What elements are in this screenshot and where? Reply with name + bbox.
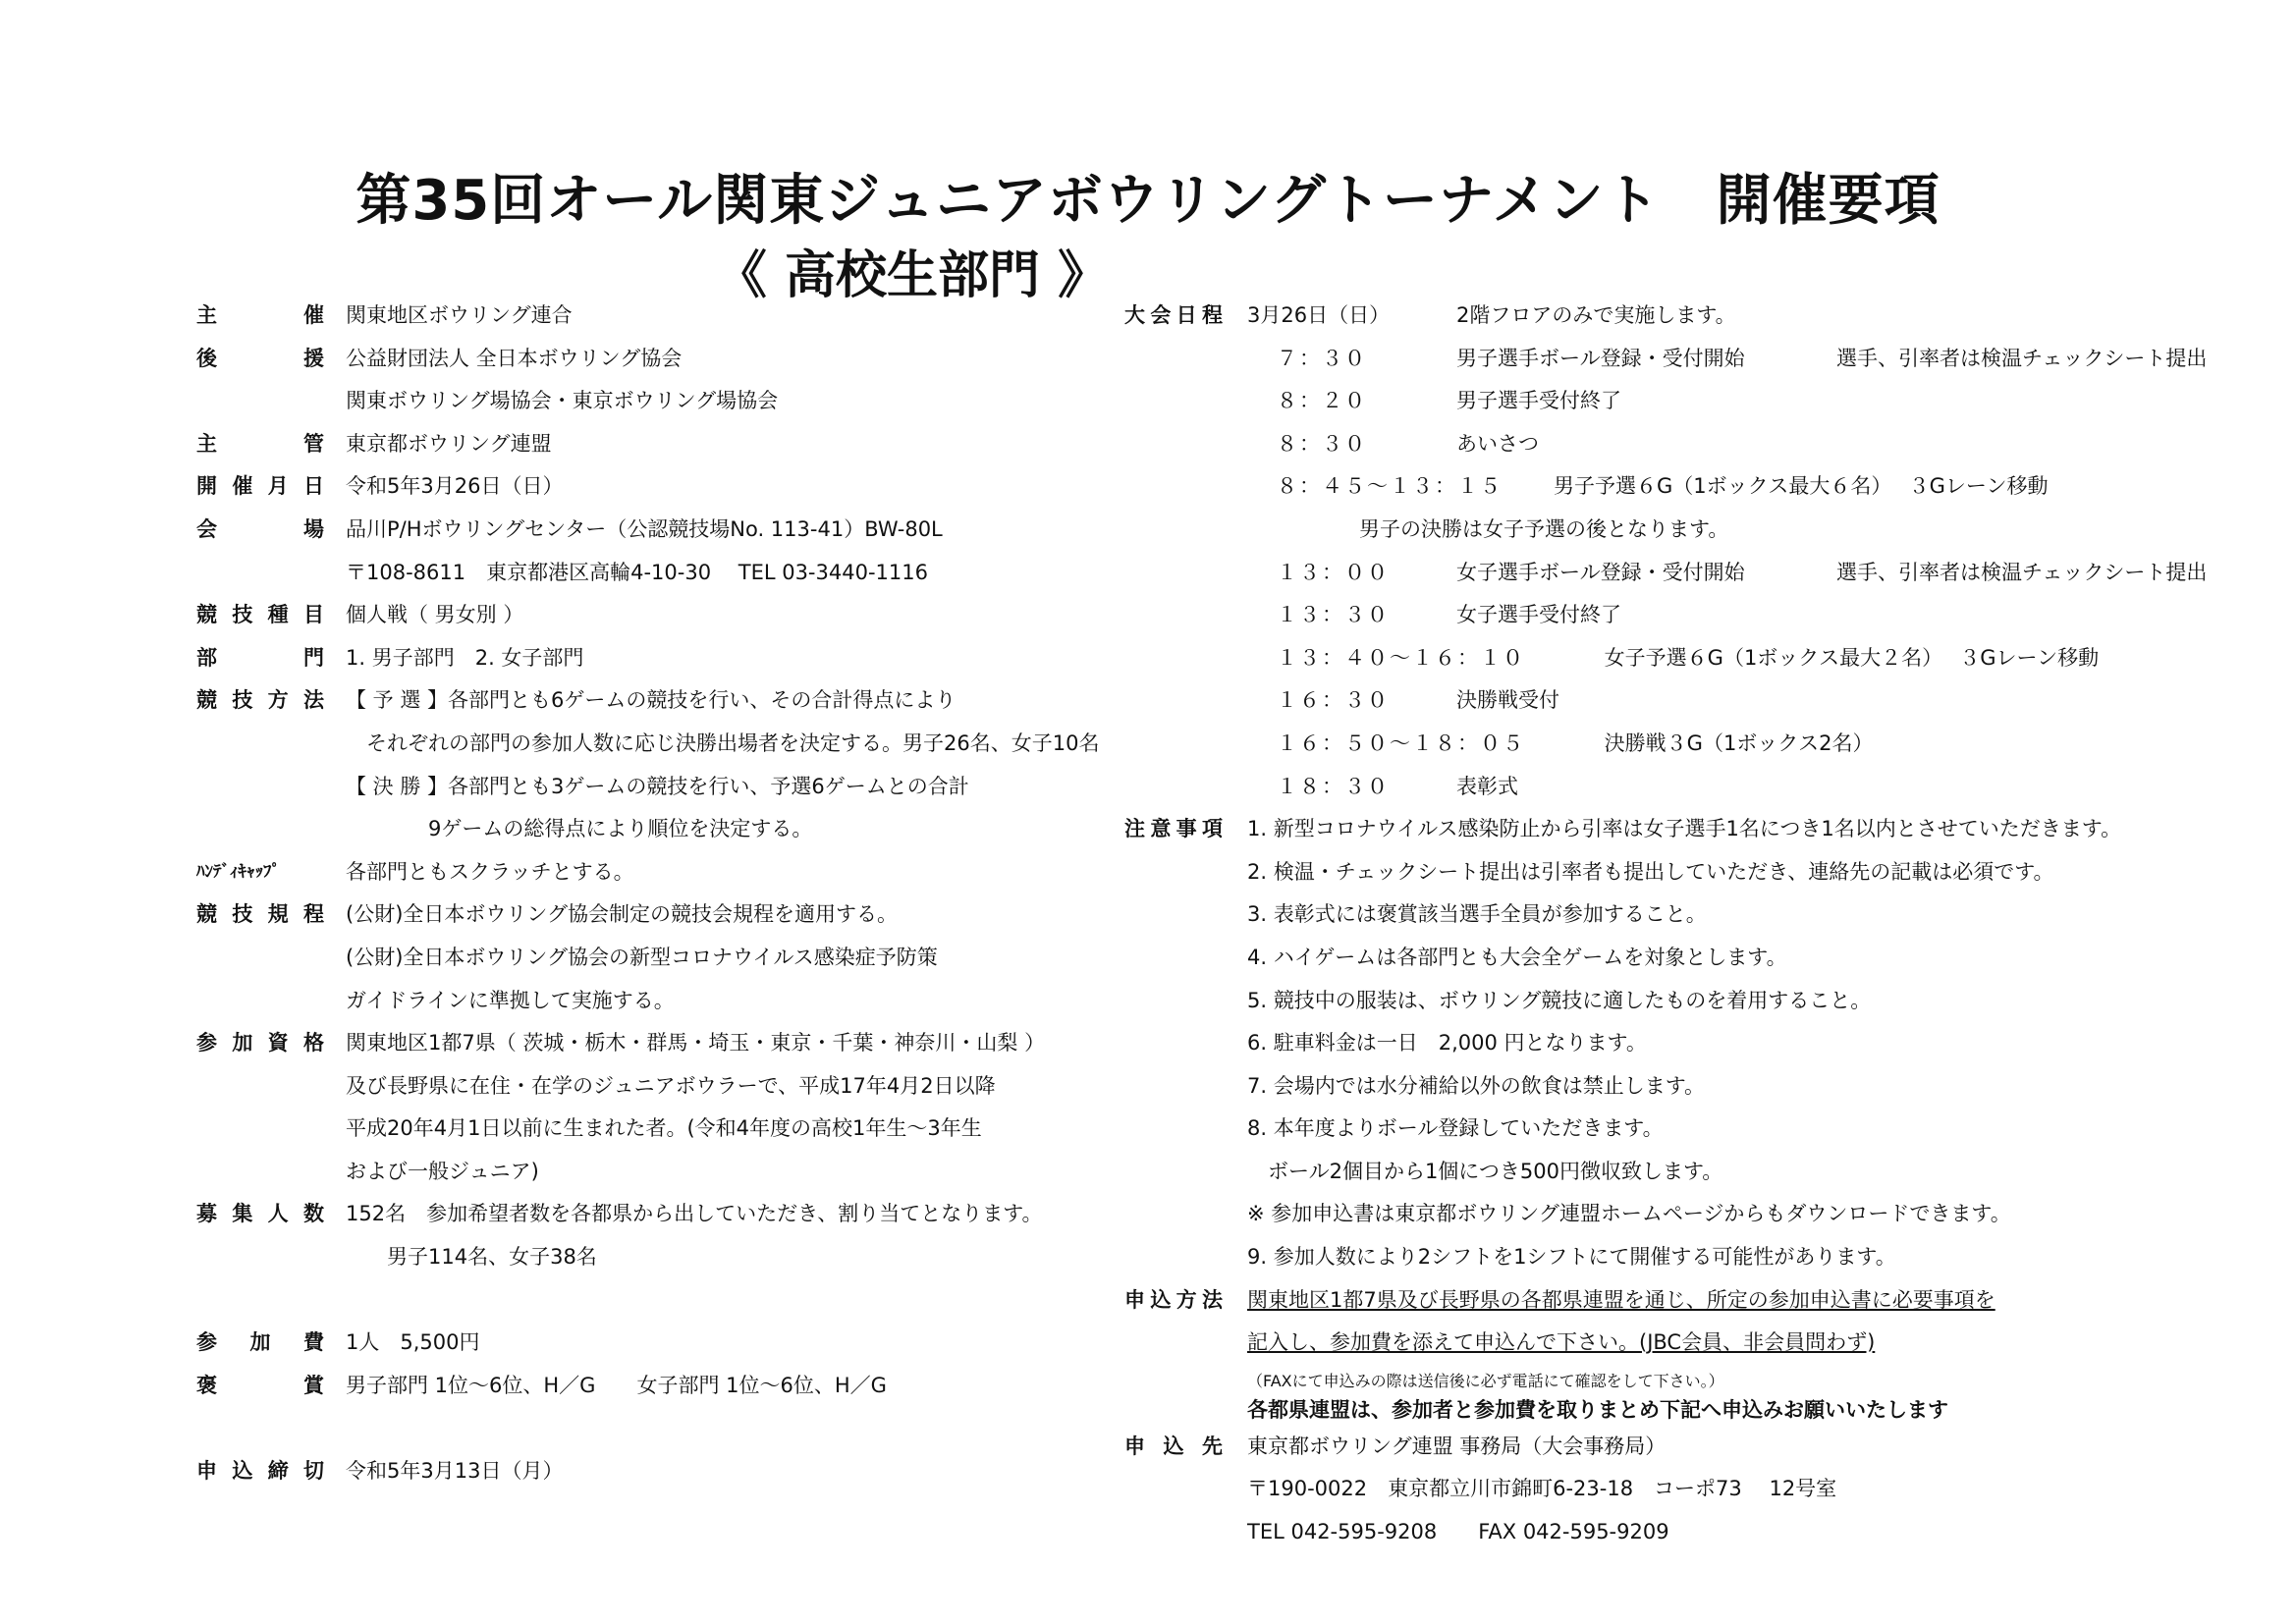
field-value: 9ゲームの総得点により順位を決定する。 bbox=[346, 817, 813, 841]
field-row bbox=[196, 1022, 1139, 1065]
field-label: ﾊﾝﾃﾞｨｷｬｯﾌﾟ bbox=[196, 861, 280, 882]
field-row bbox=[196, 509, 1139, 552]
schedule-header-row bbox=[1124, 295, 2283, 338]
field-row bbox=[196, 808, 1139, 851]
field-row bbox=[196, 637, 1139, 680]
field-row bbox=[196, 295, 1139, 338]
schedule-time: １３：００ bbox=[1277, 560, 1390, 584]
apply-row bbox=[1124, 1365, 2283, 1394]
field-value: 関東地区ボウリング連合 bbox=[346, 303, 573, 327]
field-value: 令和5年3月13日（月） bbox=[346, 1459, 564, 1484]
note-row bbox=[1124, 1022, 2283, 1065]
schedule-remark: 選手、引率者は検温チェックシート提出 bbox=[1836, 346, 2208, 370]
field-row bbox=[196, 1407, 1139, 1450]
schedule-event: 男子選手受付終了 bbox=[1456, 389, 1621, 413]
schedule-item bbox=[1124, 594, 2283, 637]
field-row bbox=[196, 1108, 1139, 1151]
field-label: 後 援 bbox=[196, 346, 324, 370]
note-row bbox=[1124, 980, 2283, 1023]
field-value: 【 予 選 】各部門とも6ゲームの競技を行い、その合計得点により bbox=[346, 688, 957, 713]
field-label: 開催月日 bbox=[196, 474, 324, 499]
schedule-date-note: 2階フロアのみで実施します。 bbox=[1456, 303, 1736, 327]
schedule-event: 決勝戦３G（1ボックス2名） bbox=[1536, 731, 1874, 755]
schedule-item bbox=[1124, 380, 2283, 423]
schedule-event: 表彰式 bbox=[1456, 774, 1518, 798]
field-value: 東京都ボウリング連盟 事務局（大会事務局） bbox=[1247, 1434, 1667, 1458]
field-row bbox=[196, 980, 1139, 1023]
note-row bbox=[1124, 1151, 2283, 1194]
field-label: 褒 賞 bbox=[196, 1373, 324, 1397]
field-row bbox=[196, 937, 1139, 980]
field-row bbox=[196, 338, 1139, 381]
schedule-time: １３：３０ bbox=[1277, 603, 1390, 627]
field-value: 9. 参加人数により2シフトを1シフトにて開催する可能性があります。 bbox=[1247, 1245, 1896, 1270]
field-value: 男子部門 1位～6位、H／G 女子部門 1位～6位、H／G bbox=[346, 1373, 887, 1397]
schedule-event: 決勝戦受付 bbox=[1456, 688, 1559, 713]
field-label: 申込締切 bbox=[196, 1459, 324, 1484]
page-title: 第35回オール関東ジュニアボウリングトーナメント 開催要項 bbox=[355, 169, 1941, 233]
field-label: 申込先 bbox=[1124, 1434, 1223, 1458]
field-row bbox=[196, 766, 1139, 809]
field-row bbox=[196, 1450, 1139, 1493]
field-value: (公財)全日本ボウリング協会制定の競技会規程を適用する。 bbox=[346, 902, 898, 927]
schedule-remark: 選手、引率者は検温チェックシート提出 bbox=[1836, 560, 2208, 584]
field-label: 注意事項 bbox=[1124, 817, 1223, 841]
field-label: 参加資格 bbox=[196, 1031, 324, 1056]
field-row bbox=[196, 465, 1139, 509]
field-value: 1. 男子部門 2. 女子部門 bbox=[346, 645, 584, 670]
field-row bbox=[196, 1065, 1139, 1109]
field-value: 2. 検温・チェックシート提出は引率者も提出していただき、連絡先の記載は必須です。 bbox=[1247, 859, 2054, 884]
field-value: (公財)全日本ボウリング協会の新型コロナウイルス感染症予防策 bbox=[346, 945, 938, 969]
schedule-time: ８：３０ bbox=[1277, 431, 1367, 456]
schedule-item bbox=[1124, 423, 2283, 466]
apply-row bbox=[1124, 1322, 2283, 1365]
field-row bbox=[196, 380, 1139, 423]
field-value: 関東ボウリング場協会・東京ボウリング場協会 bbox=[346, 389, 779, 413]
field-value: 関東地区1都7県及び長野県の各都県連盟を通じ、所定の参加申込書に必要事項を bbox=[1247, 1287, 1995, 1312]
note-row bbox=[1124, 851, 2283, 894]
schedule-time: ８：４５～１３：１５ bbox=[1277, 474, 1503, 499]
schedule-item bbox=[1124, 723, 2283, 766]
field-value: 公益財団法人 全日本ボウリング協会 bbox=[346, 346, 683, 370]
schedule-item bbox=[1124, 509, 2283, 552]
field-value: 〒190-0022 東京都立川市錦町6-23-18 コーポ73 12号室 bbox=[1247, 1477, 1837, 1501]
field-value: ガイドラインに準拠して実施する。 bbox=[346, 988, 675, 1012]
field-value: 〒108-8611 東京都港区高輪4-10-30 TEL 03-3440-1116 bbox=[346, 560, 928, 584]
note-row bbox=[1124, 893, 2283, 937]
field-label: 会 場 bbox=[196, 516, 324, 541]
field-row bbox=[196, 1151, 1139, 1194]
schedule-time: ７：３０ bbox=[1277, 346, 1367, 370]
field-value: 152名 参加希望者数を各都県から出していただき、割り当てとなります。 bbox=[346, 1202, 1043, 1226]
note-row bbox=[1124, 1193, 2283, 1236]
schedule-event: あいさつ bbox=[1456, 431, 1539, 456]
field-label: 募集人数 bbox=[196, 1202, 324, 1226]
field-row bbox=[196, 423, 1139, 466]
field-value: 6. 駐車料金は一日 2,000 円となります。 bbox=[1247, 1031, 1647, 1056]
field-label: 競技種目 bbox=[196, 603, 324, 627]
field-row bbox=[196, 679, 1139, 723]
field-value: 1. 新型コロナウイルス感染防止から引率は女子選手1名につき1名以内とさせていただきます。 bbox=[1247, 817, 2122, 841]
field-row bbox=[196, 1236, 1139, 1279]
field-row bbox=[196, 851, 1139, 894]
note-row bbox=[1124, 1108, 2283, 1151]
apply-row bbox=[1124, 1394, 2283, 1426]
schedule-item bbox=[1124, 766, 2283, 809]
field-value: TEL 042-595-9208 FAX 042-595-9209 bbox=[1247, 1520, 1669, 1544]
field-value: および一般ジュニア) bbox=[346, 1159, 539, 1183]
field-value: 男子114名、女子38名 bbox=[346, 1245, 597, 1270]
field-value: 各都県連盟は、参加者と参加費を取りまとめ下記へ申込みお願いいたします bbox=[1247, 1397, 1948, 1422]
field-row bbox=[196, 594, 1139, 637]
field-row bbox=[196, 1193, 1139, 1236]
field-value: ※ 参加申込書は東京都ボウリング連盟ホームページからもダウンロードできます。 bbox=[1247, 1202, 2011, 1226]
field-value: 各部門ともスクラッチとする。 bbox=[346, 859, 634, 884]
schedule-time: １６：５０～１８：０５ bbox=[1277, 731, 1525, 755]
note-row bbox=[1124, 937, 2283, 980]
schedule-time: １３：４０～１６：１０ bbox=[1277, 645, 1525, 670]
field-value: 5. 競技中の服装は、ボウリング競技に適したものを着用すること。 bbox=[1247, 988, 1872, 1012]
schedule-event: 女子選手受付終了 bbox=[1456, 603, 1621, 627]
contact-row bbox=[1124, 1511, 2283, 1554]
schedule-time: １６：３０ bbox=[1277, 688, 1390, 713]
field-value: 7. 会場内では水分補給以外の飲食は禁止します。 bbox=[1247, 1073, 1706, 1098]
schedule-item bbox=[1124, 338, 2283, 381]
schedule-event: 男子予選６G（1ボックス最大６名） ３Gレーン移動 bbox=[1512, 474, 2049, 499]
field-row bbox=[196, 552, 1139, 595]
page-subtitle: 《 高校生部門 》 bbox=[715, 246, 1110, 305]
field-value: ボール2個目から1個につき500円徴収致します。 bbox=[1247, 1159, 1723, 1183]
field-row bbox=[196, 1279, 1139, 1323]
note-row bbox=[1124, 1065, 2283, 1109]
field-row bbox=[196, 723, 1139, 766]
field-value: 平成20年4月1日以前に生まれた者。(令和4年度の高校1年生～3年生 bbox=[346, 1116, 982, 1141]
right-column bbox=[1124, 295, 2283, 1554]
schedule-item bbox=[1124, 552, 2283, 595]
note-row bbox=[1124, 1236, 2283, 1279]
field-label: 申込方法 bbox=[1124, 1287, 1223, 1312]
field-row bbox=[196, 1365, 1139, 1408]
field-label: 競技方法 bbox=[196, 688, 324, 713]
field-value: 品川P/Hボウリングセンター（公認競技場No. 113-41）BW-80L bbox=[346, 516, 943, 541]
field-value: 4. ハイゲームは各部門とも大会全ゲームを対象とします。 bbox=[1247, 945, 1787, 969]
schedule-item bbox=[1124, 637, 2283, 680]
field-value: （FAXにて申込みの際は送信後に必ず電話にて確認をして下さい。） bbox=[1247, 1371, 1724, 1390]
schedule-time: １８：３０ bbox=[1277, 774, 1390, 798]
field-row bbox=[196, 893, 1139, 937]
schedule-item bbox=[1124, 465, 2283, 509]
field-value: 8. 本年度よりボール登録していただきます。 bbox=[1247, 1116, 1664, 1141]
schedule-date: 3月26日（日） bbox=[1247, 303, 1391, 327]
schedule-note: 男子の決勝は女子予選の後となります。 bbox=[1277, 516, 1729, 541]
contact-row bbox=[1124, 1468, 2283, 1511]
field-label: 部 門 bbox=[196, 645, 324, 670]
schedule-event: 女子予選６G（1ボックス最大２名） ３Gレーン移動 bbox=[1536, 645, 2100, 670]
field-value: 1人 5,500円 bbox=[346, 1330, 480, 1355]
field-value: 令和5年3月26日（日） bbox=[346, 474, 564, 499]
note-row bbox=[1124, 808, 2283, 851]
field-value: 東京都ボウリング連盟 bbox=[346, 431, 552, 456]
schedule-time: ８：２０ bbox=[1277, 389, 1367, 413]
field-label: 主 催 bbox=[196, 303, 324, 327]
schedule-event: 女子選手ボール登録・受付開始 bbox=[1456, 560, 1745, 584]
apply-row bbox=[1124, 1279, 2283, 1323]
field-label: 競技規程 bbox=[196, 902, 324, 927]
contact-row bbox=[1124, 1426, 2283, 1469]
field-label: 主 管 bbox=[196, 431, 324, 456]
schedule-label: 大会日程 bbox=[1124, 303, 1223, 327]
field-value: それぞれの部門の参加人数に応じ決勝出場者を決定する。男子26名、女子10名 bbox=[346, 731, 1100, 755]
field-value: 及び長野県に在住・在学のジュニアボウラーで、平成17年4月2日以降 bbox=[346, 1073, 996, 1098]
field-label: 参加費 bbox=[196, 1330, 324, 1355]
field-value: 関東地区1都7県（ 茨城・栃木・群馬・埼玉・東京・千葉・神奈川・山梨 ） bbox=[346, 1031, 1046, 1056]
field-value: 個人戦（ 男女別 ） bbox=[346, 603, 524, 627]
schedule-item bbox=[1124, 679, 2283, 723]
schedule-event: 男子選手ボール登録・受付開始 bbox=[1456, 346, 1745, 370]
left-column bbox=[196, 295, 1139, 1493]
field-row bbox=[196, 1322, 1139, 1365]
field-value: 記入し、参加費を添えて申込んで下さい。(JBC会員、非会員問わず) bbox=[1247, 1330, 1876, 1355]
field-value: 3. 表彰式には褒賞該当選手全員が参加すること。 bbox=[1247, 902, 1707, 927]
field-value: 【 決 勝 】各部門とも3ゲームの競技を行い、予選6ゲームとの合計 bbox=[346, 774, 969, 798]
